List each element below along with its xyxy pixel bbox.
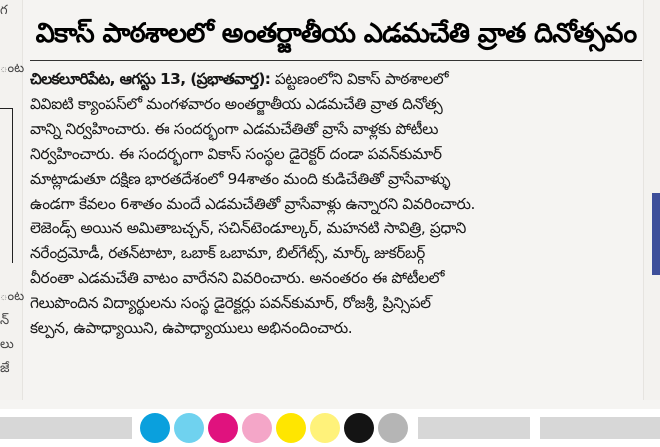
body-line: నిర్వహించారు. ఈ సందర్భంగా వికాస్ సంస్థల డైరెక్టర్ దండా పవన్‌కుమార్ xyxy=(30,144,442,163)
blue-edge-bar xyxy=(652,193,660,275)
body-line: మాట్లాడుతూ దక్షిణ భారతదేశంలో 94శాతం మంది కుడిచేతితో వ్రాసేవాళ్ళు xyxy=(30,169,451,188)
body-line: గెలుపొందిన విద్యార్థులను సంస్థ డైరెక్టర్లు పవన్‌కుమార్, రోజశ్రీ, ప్రిన్సిపల్ xyxy=(30,294,431,313)
body-line: కల్పన, ఉపాధ్యాయిని, ఉపాధ్యాయులు అభినందించారు. xyxy=(30,319,353,338)
body-line xyxy=(30,67,642,92)
gray-calibration-block xyxy=(0,417,132,439)
left-text-fragment: న్ xyxy=(0,313,10,328)
left-text-fragment: ంట xyxy=(0,289,25,304)
color-swatch xyxy=(208,413,238,443)
gray-calibration-block xyxy=(418,417,530,439)
adjacent-column-right xyxy=(643,0,660,400)
headline-divider xyxy=(30,60,642,61)
color-swatch xyxy=(276,413,306,443)
body-line: లెజెండ్స్ అయిన అమితాబచ్చన్, సచిన్‌టెండూల్కర్, మహనటి సావిత్రి, ప్రధాని xyxy=(30,219,466,238)
body-line: ఉండగా కేవలం 6శాతం మందే ఎడమచేతితో వ్రాసేవాళ్లు ఉన్నారని వివరించారు. xyxy=(30,194,476,213)
left-text-fragment: గ xyxy=(0,3,8,18)
color-swatch-row xyxy=(140,413,408,445)
gray-calibration-block xyxy=(540,417,660,439)
body-line: నరేంద్రమోడీ, రతన్‌టాటా, ఒబాక్ ఒబామా, బిల్‌గేట్స్, మార్క్ జుకర్‌బర్గ్ xyxy=(30,244,425,263)
left-text-fragment: లు xyxy=(0,337,14,352)
body-line-text: పట్టణంలోని వికాస్ పాఠశాలలో xyxy=(270,70,449,88)
body-line: వివిఐటి క్యాంపస్‌లో మంగళవారం అంతర్జాతీయ ఎడమచేతి వ్రాత దినోత్స xyxy=(30,94,443,113)
left-text-fragment: జే xyxy=(0,361,10,376)
color-swatch xyxy=(378,413,408,443)
left-text-fragment: ంట xyxy=(0,61,25,76)
article-headline: వికాస్ పాఠశాలలో అంతర్జాతీయ ఎడమచేతి వ్రాత దినోత్సవం xyxy=(35,18,637,49)
article-dateline: చిలకలూరిపేట, ఆగస్టు 13, (ప్రభాతవార్త): xyxy=(30,70,271,88)
color-swatch xyxy=(242,413,272,443)
news-article xyxy=(30,14,642,400)
body-line: వాన్ని నిర్వహించారు. ఈ సందర్భంగా ఎడమచేతితో వ్రాసే వాళ్లకు పోటీలు xyxy=(30,119,438,138)
color-swatch xyxy=(174,413,204,443)
adjacent-column-left xyxy=(0,0,23,400)
color-swatch xyxy=(344,413,374,443)
body-line: వీరంతా ఎడమచేతి వాటం వారేనని వివరించారు. అనంతరం ఈ పోటీలలో xyxy=(30,269,445,288)
color-swatch xyxy=(140,413,170,443)
left-column-vertical-rule xyxy=(12,108,13,263)
article-body xyxy=(30,67,642,341)
left-column-rule xyxy=(0,108,12,109)
color-swatch xyxy=(310,413,340,443)
